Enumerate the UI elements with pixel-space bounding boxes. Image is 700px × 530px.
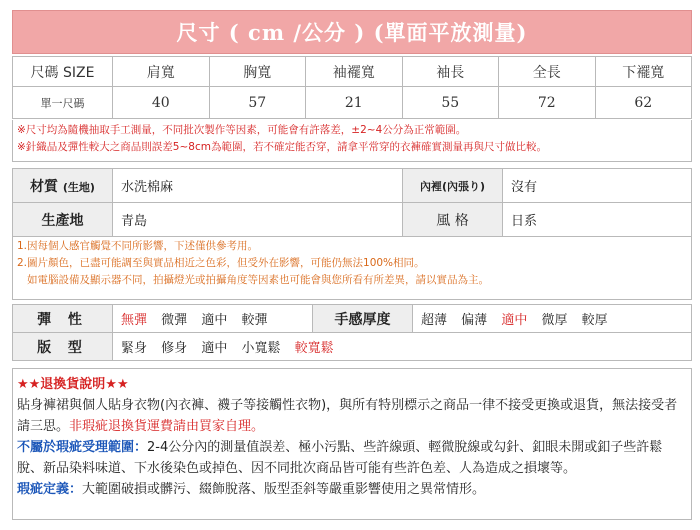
- spec-table: [12, 168, 692, 237]
- material-label: 材質: [30, 178, 59, 195]
- spec-row-material: [13, 169, 692, 203]
- thickness-options: [413, 305, 692, 333]
- size-header-cell: 全長: [499, 57, 596, 87]
- defect-exclusion-paragraph: [17, 437, 687, 479]
- return-policy-box: [12, 368, 692, 520]
- size-value-cell: 40: [113, 87, 210, 119]
- lining-value: 沒有: [503, 169, 692, 203]
- style-label: 風 格: [403, 203, 503, 237]
- material-label-cell: [13, 169, 113, 203]
- size-header-cell: 肩寬: [113, 57, 210, 87]
- size-value-cell: 72: [499, 87, 596, 119]
- color-notes: [12, 236, 692, 300]
- fit-option: 緊身: [121, 341, 148, 356]
- size-header-cell: 下襬寬: [595, 57, 692, 87]
- fit-label: 版 型: [13, 333, 113, 361]
- return-policy-title: ★★退換貨說明★★: [17, 377, 129, 392]
- color-note-line: 1.因每個人感官觸覺不同所影響，下述僅供參考用。: [17, 240, 259, 252]
- elasticity-row: [13, 305, 692, 333]
- size-header-cell: 尺碼 SIZE: [13, 57, 113, 87]
- elasticity-option: 適中: [201, 313, 228, 328]
- size-row-label: 單一尺碼: [13, 87, 113, 119]
- size-value-cell: 21: [306, 87, 403, 119]
- color-note-line: 2.圖片顏色，已盡可能調至與實品相近之色彩，但受外在影響，可能仍無法100%相同。: [17, 257, 425, 269]
- fit-option: 適中: [201, 341, 228, 356]
- defect-definition-text: 大範圍破損或髒污、綴飾脫落、版型歪斜等嚴重影響使用之異常情形。: [82, 482, 486, 497]
- size-title-bar: [12, 10, 692, 54]
- size-note-line: ※尺寸均為隨機抽取手工測量，不同批次製作等因素，可能會有許落差，±2~4公分為正常範圍。: [17, 124, 467, 136]
- lining-label: 內裡(內張り): [403, 169, 503, 203]
- thickness-option: 微厚: [541, 313, 568, 328]
- size-value-cell: 62: [595, 87, 692, 119]
- defect-exclusion-label: 不屬於瑕疵受理範圍：: [17, 440, 148, 455]
- size-header-cell: 袖長: [402, 57, 499, 87]
- elasticity-label: 彈 性: [13, 305, 113, 333]
- size-table: [12, 56, 692, 119]
- fit-option: 小寬鬆: [241, 341, 281, 356]
- shipping-fee-note: 非瑕疵退換貨運費請由買家自理。: [69, 419, 265, 434]
- origin-label: 生產地: [13, 203, 113, 237]
- defect-definition-label: 瑕疵定義：: [17, 482, 83, 497]
- size-value-cell: 55: [402, 87, 499, 119]
- page-title: 尺寸 ( cm /公分 ) (單面平放測量): [176, 20, 528, 45]
- fit-row: [13, 333, 692, 361]
- size-header-cell: 胸寬: [209, 57, 306, 87]
- defect-exclusion-text: 2-4公分內的測量值誤差、極小污點、些許線頭、輕微脫線或勾針、釦眼未開或釦子些許鬆脫、新品染料味道、下水後染色或掉色、因不同批次商品皆可能有些許色差、人為造成之損壞等。: [17, 440, 663, 476]
- size-header-row: [13, 57, 692, 87]
- defect-definition-paragraph: [17, 479, 687, 500]
- style-value: 日系: [503, 203, 692, 237]
- elasticity-option: 較彈: [241, 313, 268, 328]
- fit-option: 較寬鬆: [294, 341, 334, 356]
- properties-table: [12, 304, 692, 361]
- fit-option: 修身: [161, 341, 188, 356]
- material-label-sub: (生地): [62, 180, 95, 194]
- size-value-row: [13, 87, 692, 119]
- elasticity-option: 無彈: [121, 313, 148, 328]
- elasticity-options: [113, 305, 313, 333]
- return-policy-paragraph: [17, 395, 687, 437]
- size-note-line: ※針織品及彈性較大之商品則誤差5~8cm為範圍，若不確定能否穿，請拿平常穿的衣褲確實測量再與尺寸做比較。: [17, 141, 547, 153]
- size-notes: [12, 120, 692, 162]
- size-header-cell: 袖襬寬: [306, 57, 403, 87]
- thickness-option: 適中: [501, 313, 528, 328]
- thickness-option: 偏薄: [461, 313, 488, 328]
- material-value: 水洗棉麻: [113, 169, 403, 203]
- thickness-option: 超薄: [421, 313, 448, 328]
- elasticity-option: 微彈: [161, 313, 188, 328]
- size-value-cell: 57: [209, 87, 306, 119]
- thickness-label: 手感厚度: [313, 305, 413, 333]
- return-policy-text: 貼身褲裙與個人貼身衣物(內衣褲、襪子等接觸性衣物)，與所有特別標示之商品一律不接受更換或退貨，無法接受者請三思。: [17, 398, 678, 434]
- fit-options: [113, 333, 692, 361]
- color-note-line: 如電腦設備及顯示器不同，拍攝燈光或拍攝角度等因素也可能會與您所看有所差異，請以實品為主。: [27, 274, 489, 286]
- origin-value: 青島: [113, 203, 403, 237]
- spec-row-origin: [13, 203, 692, 237]
- thickness-option: 較厚: [581, 313, 608, 328]
